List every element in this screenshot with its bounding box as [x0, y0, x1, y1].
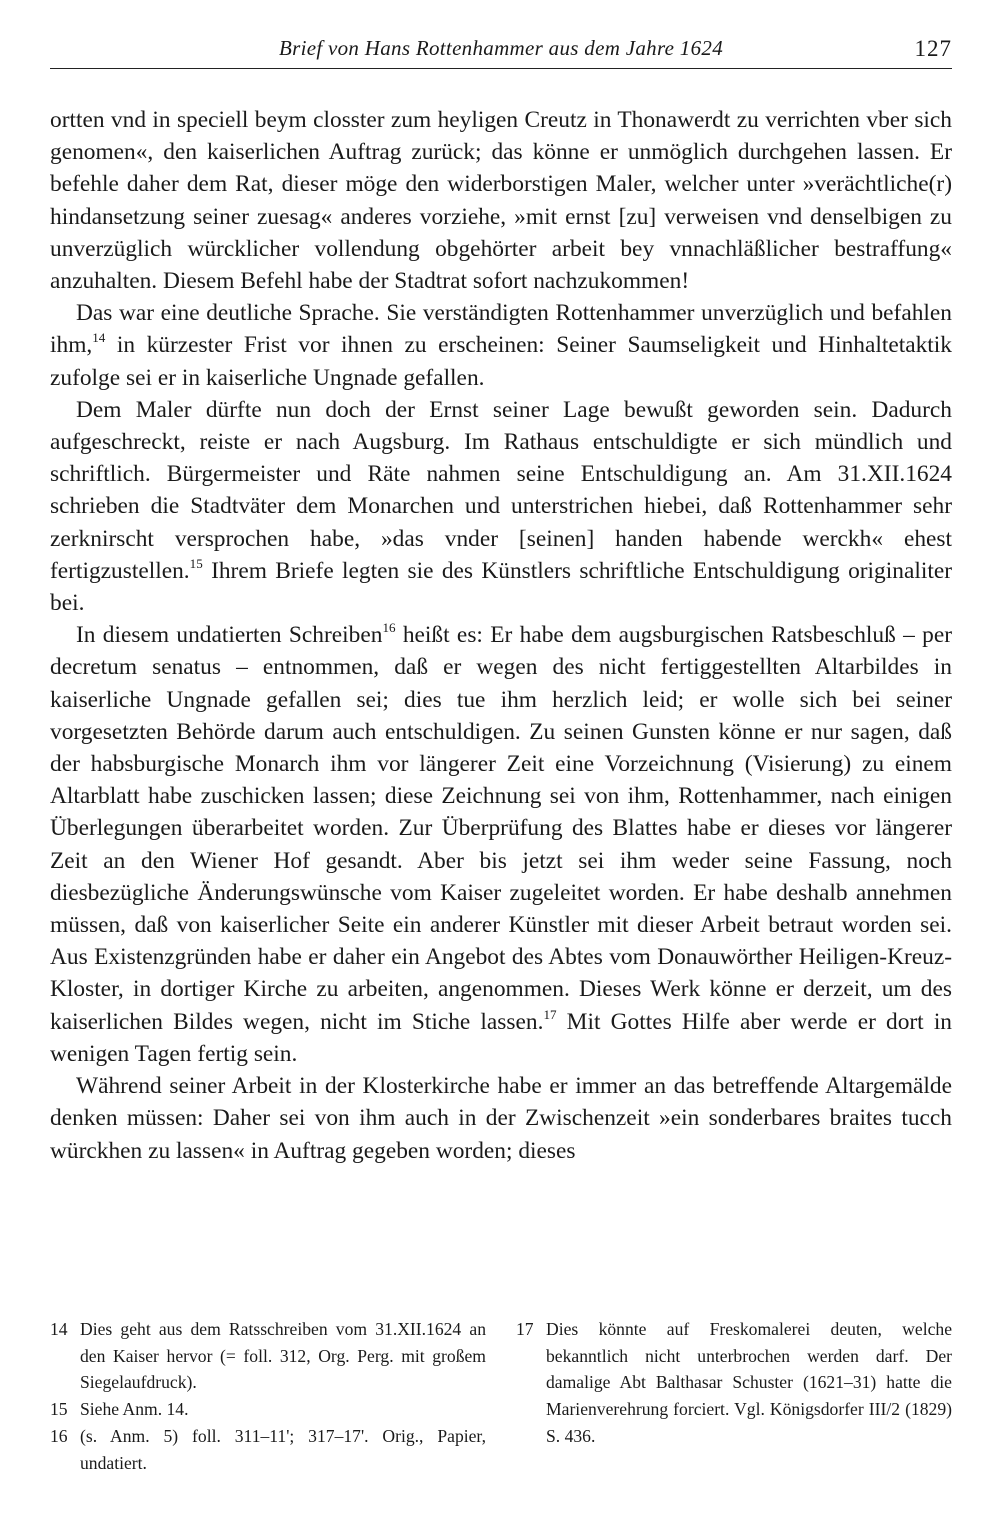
- footnote-ref: 15: [189, 556, 203, 572]
- footnote-ref: 17: [543, 1006, 557, 1022]
- footnote-text: (s. Anm. 5) foll. 311–11'; 317–17'. Orig., Papier, undatiert.: [80, 1425, 486, 1473]
- footnote-text: Siehe Anm. 14.: [80, 1399, 189, 1420]
- paragraph-text: ortten vnd in speciell beym closster zum heyligen Creutz in Thonawerdt zu verrichten vber sich genomen«, den kaiserlichen Auftrag zurück; das könne er unmöglich durchgehen lassen. Er befehle daher dem Rat, dieser möge den widerborstigen Maler, welcher unter »verächtliche(r) hindansetzung seiner zuesag« anderes vorziehe, »mit ernst [zu] verweisen vnd denselbigen zu unverzüglich würcklicher vollendung obgehörter arbeit bey vnnachläßlicher bestraffung« anzuhalten. Diesem Befehl habe der Stadtrat sofort nachzukommen!: [50, 107, 952, 295]
- footnote: [50, 1396, 486, 1423]
- footnote-column-right: [516, 1316, 952, 1450]
- footnote: [50, 1316, 486, 1396]
- footnote: [516, 1316, 952, 1450]
- paragraph-text: In diesem undatierten Schreiben: [76, 622, 383, 649]
- paragraph: [50, 1070, 952, 1167]
- paragraph: [50, 619, 952, 1070]
- footnote: [50, 1423, 486, 1476]
- footnote-text: Dies geht aus dem Ratsschreiben vom 31.XII.1624 an den Kaiser hervor (= foll. 312, Org. Perg. mit großem Siegelaufdruck).: [80, 1319, 486, 1393]
- footnote-text: Dies könnte auf Freskomalerei deuten, welche bekanntlich nicht unterbrochen werden darf. Der damalige Abt Balthasar Schuster (1621–31) hatte die Marienverehrung forciert. Vgl. Königsdorfer III/2 (1829) S. 436.: [546, 1319, 952, 1446]
- running-head: [50, 36, 952, 70]
- footnote-column-left: [50, 1316, 486, 1476]
- paragraph: [50, 104, 952, 297]
- footnote-number: 15: [50, 1399, 68, 1420]
- paragraph: [50, 394, 952, 619]
- footnote-number: 17: [516, 1319, 534, 1339]
- paragraph-text: Während seiner Arbeit in der Klosterkirche habe er immer an das betreffende Altargemälde denken müssen: Daher sei von ihm auch in der Zwischenzeit »ein sonderbares braites tucch würckhen zu lassen« in Auftrag gegeben worden; dieses: [50, 1073, 952, 1164]
- paragraph-text: Mit Gottes Hilfe aber werde er dort in wenigen Tagen fertig sein.: [50, 1008, 953, 1067]
- footnote-number: 16: [50, 1425, 68, 1446]
- footnote-number: 14: [50, 1319, 68, 1339]
- page-number: 127: [914, 36, 952, 61]
- paragraph-text: in kürzester Frist vor ihnen zu erscheinen: Seiner Saumseligkeit und Hinhaltetaktik zufolge sei er in kaiserliche Ungnade gefallen.: [50, 332, 952, 391]
- header-rule: [50, 68, 952, 69]
- footnote-ref: 16: [382, 620, 396, 636]
- paragraph-text: Ihrem Briefe legten sie des Künstlers schriftliche Entschuldigung originaliter bei.: [50, 557, 952, 617]
- body-text: [50, 104, 952, 1167]
- paragraph: [50, 297, 952, 394]
- running-title: Brief von Hans Rottenhammer aus dem Jahre 1624: [278, 36, 724, 60]
- footnote-ref: 14: [92, 330, 106, 346]
- paragraph-text: Das war eine deutliche Sprache. Sie verständigten Rottenhammer unverzüglich und befahlen ihm,: [50, 300, 952, 359]
- paragraph-text: heißt es: Er habe dem augsburgischen Ratsbeschluß – per decretum senatus – entnommen, daß er wegen des nicht fertiggestellten Altarbildes in kaiserliche Ungnade gefallen sei; dies tue ihm herzlich leid; er wolle sich bei seiner vorgesetzten Behörde darum auch entschuldigen. Zu seinen Gunsten könne er nur sagen, daß der habsburgische Monarch ihm vor längerer Zeit eine Vorzeichnung (Visierung) zu einem Altarblatt habe zuschicken lassen; diese Zeichnung sei von ihm, Rottenhammer, nach einigen Überlegungen überarbeitet worden. Zur Überprüfung des Blattes habe er dieses vor längerer Zeit an den Wiener Hof gesandt. Aber bis jetzt sei ihm weder seine Fassung, noch diesbezügliche Änderungswünsche vom Kaiser zugeleitet worden. Er habe deshalb annehmen müssen, daß von kaiserlicher Seite ein anderer Künstler mit dieser Arbeit betraut worden sei. Aus Existenzgründen habe er daher ein Angebot des Abtes vom Donauwörther Heiligen-Kreuz-Kloster, in dortiger Kirche zu arbeiten, angenommen. Dieses Werk könne er derzeit, um des kaiserlichen Bildes wegen, nicht im Stiche lassen.: [50, 622, 952, 1035]
- paragraph-text: Dem Maler dürfte nun doch der Ernst seiner Lage bewußt geworden sein. Dadurch aufgeschreckt, reiste er nach Augsburg. Im Rathaus entschuldigte er sich mündlich und schriftlich. Bürgermeister und Räte nahmen seine Entschuldigung an. Am 31.XII.1624 schrieben die Stadtväter dem Monarchen und unterstrichen hiebei, daß Rottenhammer sehr zerknirscht versprochen habe, »das vnder [seinen] handen habende werckh« ehest fertigzustellen.: [50, 396, 952, 584]
